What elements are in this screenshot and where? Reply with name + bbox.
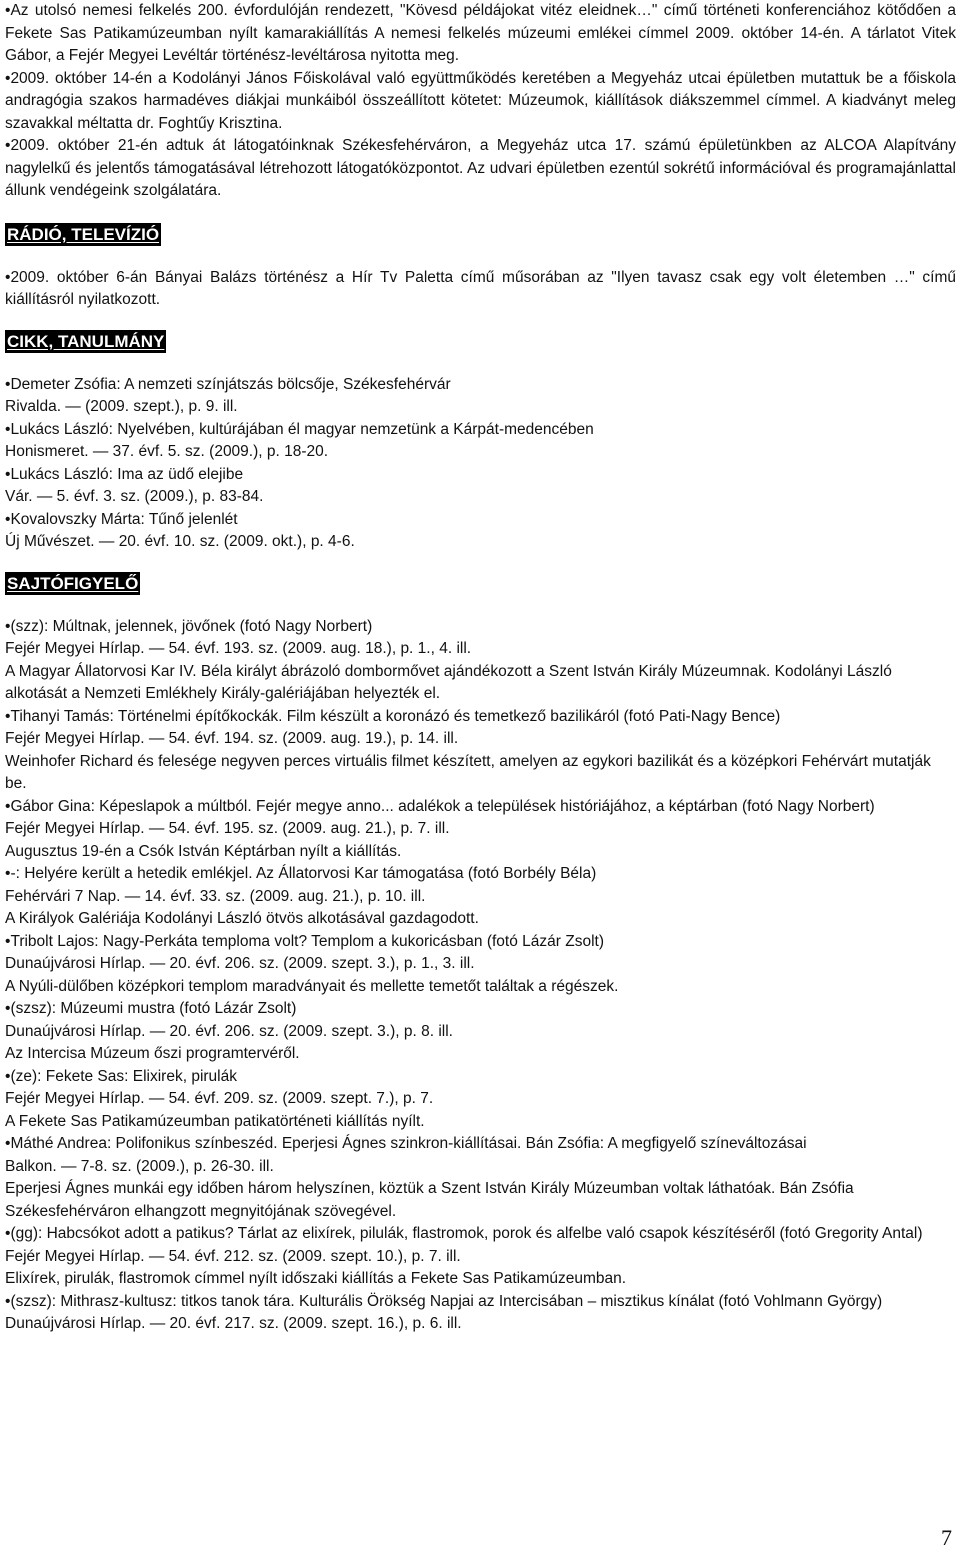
article-source: Vár. — 5. évf. 3. sz. (2009.), p. 83-84. [5,488,264,505]
press-title: • (ze): Fekete Sas: Elixirek, pirulák [5,1066,956,1089]
intro-paragraph: • Az utolsó nemesi felkelés 200. évfordulóján rendezett, "Kövesd példájokat vitéz eleidnek…" című történeti konferenciához kötődően a Fekete Sas Patikamúzeumban nyílt kamarakiállítás A nemesi felkelés múzeumi emlékei címmel 2009. október 14-én. A tárlatot Vitek Gábor, a Fejér Megyei Levéltár történész-levéltárosa nyitotta meg. [5,0,956,68]
press-summary: Elixírek, pirulák, flastromok címmel nyílt időszaki kiállítás a Fekete Sas Patikamúzeumban. [5,1270,627,1287]
press-source: Balkon. — 7-8. sz. (2009.), p. 26-30. ill. [5,1157,274,1175]
section-radio [5,223,956,247]
press-source: Dunaújvárosi Hírlap. — 20. évf. 206. sz. (2009. szept. 3.), p. 8. ill. [5,1022,453,1040]
press-summary: Weinhofer Richard és felesége negyven perces virtuális filmet készített, amelyen az egykori bazilikát és a középkori Fehérvárt mutatják be. [5,752,931,792]
press-source: Fehérvári 7 Nap. — 14. évf. 33. sz. (2009. aug. 21.), p. 10. ill. [5,887,426,905]
press-summary: A Magyar Állatorvosi Kar IV. Béla királyt ábrázoló dombormővet ajándékozott a Szent István Király Múzeumnak. Kodolányi László alkotását a Nemzeti Emlékhely Király-galériájában helyezték el. [5,662,892,702]
press-title: • (szsz): Múzeumi mustra (fotó Lázár Zsolt) [5,998,956,1021]
article-title: • Lukács László: Nyelvében, kultúrájában él magyar nemzetünk a Kárpát-medencében [5,419,956,442]
press-summary: A Fekete Sas Patikamúzeumban patikatörténeti kiállítás nyílt. [5,1112,425,1130]
article-source: Rivalda. — (2009. szept.), p. 9. ill. [5,398,238,415]
press-title: • (szz): Múltnak, jelennek, jövőnek (fotó Nagy Norbert) [5,616,956,639]
press-source: Fejér Megyei Hírlap. — 54. évf. 209. sz. (2009. szept. 7.), p. 7. [5,1090,434,1107]
section-press [5,572,956,596]
press-source: Fejér Megyei Hírlap. — 54. évf. 194. sz. (2009. aug. 19.), p. 14. ill. [5,730,459,747]
press-summary: A Nyúli-dülőben középkori templom maradványait és mellette temetőt találtak a régészek. [5,977,619,995]
article-title: • Demeter Zsófia: A nemzeti színjátszás bölcsője, Székesfehérvár [5,374,956,397]
press-summary: Az Intercisa Múzeum őszi programtervéről. [5,1045,300,1062]
press-source: Fejér Megyei Hírlap. — 54. évf. 193. sz. (2009. aug. 18.), p. 1., 4. ill. [5,640,472,657]
article-source: Új Művészet. — 20. évf. 10. sz. (2009. okt.), p. 4-6. [5,533,355,550]
press-source: Fejér Megyei Hírlap. — 54. évf. 195. sz. (2009. aug. 21.), p. 7. ill. [5,820,450,837]
page-number: 7 [941,1525,952,1550]
press-source: Fejér Megyei Hírlap. — 54. évf. 212. sz. (2009. szept. 10.), p. 7. ill. [5,1247,461,1265]
press-summary: A Királyok Galériája Kodolányi László ötvös alkotásával gazdagodott. [5,910,479,927]
press-summary: Eperjesi Ágnes munkái egy időben három helyszínen, köztük a Szent István Király Múzeumban voltak láthatóak. Bán Zsófia Székesfehérváron elhangzott megnyitójának szövegével. [5,1180,854,1220]
press-title: • (gg): Habcsókot adott a patikus? Tárlat az elixírek, pilulák, flastromok, porok és alfelbe való csapok készítéséről (fotó Gregority Antal) [5,1223,956,1246]
press-title: • Tribolt Lajos: Nagy-Perkáta temploma volt? Templom a kukoricásban (fotó Lázár Zsolt) [5,931,956,954]
press-title: • Tihanyi Tamás: Történelmi építőkockák. Film készült a koronázó és temetkező bazilikáról (fotó Pati-Nagy Bence) [5,706,956,729]
press-title: • Gábor Gina: Képeslapok a múltból. Fejér megye anno... adalékok a települések históriájához, a képtárban (fotó Nagy Norbert) [5,796,956,819]
press-source: Dunaújvárosi Hírlap. — 20. évf. 217. sz. (2009. szept. 16.), p. 6. ill. [5,1315,462,1332]
press-title: • Máthé Andrea: Polifonikus színbeszéd. Eperjesi Ágnes szinkron-kiállításai. Bán Zsófia: A megfigyelő színeváltozásai [5,1133,956,1156]
intro-paragraph: • 2009. október 14-én a Kodolányi János Főiskolával való együttműködés keretében a Megyeház utcai épületben mutattuk be a főiskola andragógia szakos harmadéves diákjai munkáiból összeállított kötetet: Múzeumok, kiállítások diákszemmel címmel. A kiadványt meleg szavakkal méltatta dr. Foghtűy Krisztina. [5,68,956,136]
section-heading-articles: CIKK, TANULMÁNY [7,331,165,351]
press-title: • -: Helyére került a hetedik emlékjel. Az Állatorvosi Kar támogatása (fotó Borbély Béla) [5,863,956,886]
article-title: • Kovalovszky Márta: Tűnő jelenlét [5,509,956,532]
section-articles [5,330,956,354]
intro-paragraph: • 2009. október 21-én adtuk át látogatóinknak Székesfehérváron, a Megyeház utca 17. számú épületünkben az ALCOA Alapítvány nagylelkű és jelentős támogatásával létrehozott látogatóközpontot. Az udvari épületben ezentúl sokrétű információval és programajánlattal állunk vendégeink szolgálatára. [5,135,956,203]
press-title: • (szsz): Mithrasz-kultusz: titkos tanok tára. Kulturális Örökség Napjai az Intercisában – misztikus kínálat (fotó Vohlmann György) [5,1291,956,1314]
section-heading-press: SAJTÓFIGYELŐ [7,573,139,593]
radio-item: • 2009. október 6-án Bányai Balázs történész a Hír Tv Paletta című műsorában az "Ilyen tavasz csak egy volt életemben …" című kiállításról nyilatkozott. [5,267,956,312]
document-page [5,0,956,1336]
article-source: Honismeret. — 37. évf. 5. sz. (2009.), p. 18-20. [5,443,329,460]
section-heading-radio: RÁDIÓ, TELEVÍZIÓ [7,224,160,244]
article-title: • Lukács László: Ima az üdő elejibe [5,464,956,487]
press-summary: Augusztus 19-én a Csók István Képtárban nyílt a kiállítás. [5,842,402,860]
press-source: Dunaújvárosi Hírlap. — 20. évf. 206. sz. (2009. szept. 3.), p. 1., 3. ill. [5,955,475,972]
